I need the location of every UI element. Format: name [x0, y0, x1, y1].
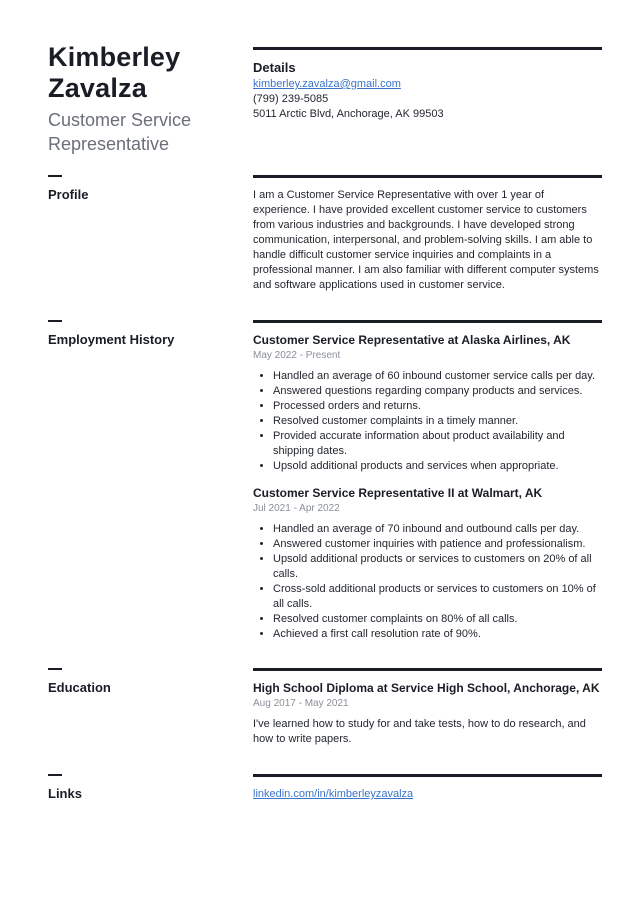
employment-title: Employment History [48, 332, 175, 347]
job-title: Customer Service Representative at Alaska Airlines, AK [253, 333, 571, 347]
job-bullet: • Upsold additional products and services when appropriate. [273, 459, 602, 474]
address: 5011 Arctic Blvd, Anchorage, AK 99503 [253, 108, 444, 120]
job-entry [253, 333, 602, 474]
role-line-2: Representative [48, 134, 170, 154]
job-bullet: • Processed orders and returns. [273, 399, 602, 414]
profile-heading [48, 175, 238, 203]
job-bullet: • Resolved customer complaints on 80% of all calls. [273, 612, 602, 627]
section-dash [48, 320, 62, 322]
section-dash [48, 774, 62, 776]
job-dates: Jul 2021 - Apr 2022 [253, 503, 340, 514]
job-bullets [253, 522, 602, 642]
education-dates: Aug 2017 - May 2021 [253, 698, 349, 709]
header-section [48, 42, 602, 162]
job-bullet: • Provided accurate information about product availability and shipping dates. [273, 429, 602, 459]
section-dash [48, 175, 62, 177]
section-rule [253, 774, 602, 777]
education-body [253, 668, 602, 747]
education-text: I've learned how to study for and take tests, how to do research, and how to write papers. [253, 718, 586, 745]
job-bullet: • Answered questions regarding company products and services. [273, 384, 602, 399]
profile-body [253, 175, 602, 293]
job-title: Customer Service Representative II at Walmart, AK [253, 486, 543, 500]
profile-title: Profile [48, 187, 89, 202]
phone: (799) 239-5085 [253, 93, 329, 105]
job-role [48, 108, 238, 156]
profile-text: I am a Customer Service Representative with over 1 year of experience. I have provided excellent customer service to customers from various industries and backgrounds. I have developed strong communication, interpersonal, and problem-solving skills. I am able to handle difficult customer service inquiries and complaints in a professional manner. I am also familiar with different computer systems and software applications used in customer service. [253, 189, 599, 291]
links-body [253, 774, 602, 802]
degree-title: High School Diploma at Service High School, Anchorage, AK [253, 681, 600, 695]
education-title: Education [48, 680, 111, 695]
job-bullet: • Achieved a first call resolution rate of 90%. [273, 627, 602, 642]
section-rule [253, 175, 602, 178]
section-rule [253, 668, 602, 671]
job-entry [253, 486, 602, 642]
employment-heading [48, 320, 238, 348]
job-bullet: • Resolved customer complaints in a timely manner. [273, 414, 602, 429]
links-heading [48, 774, 238, 802]
details-title: Details [253, 60, 296, 75]
links-section [48, 774, 602, 814]
name-block [48, 42, 238, 156]
section-rule [253, 47, 602, 50]
linkedin-link[interactable]: linkedin.com/in/kimberleyzavalza [253, 788, 414, 800]
links-title: Links [48, 786, 82, 801]
employment-body [253, 320, 602, 654]
employment-section [48, 320, 602, 650]
last-name: Zavalza [48, 73, 147, 103]
education-heading [48, 668, 238, 696]
education-section [48, 668, 602, 758]
job-bullet: • Handled an average of 60 inbound customer service calls per day. [273, 369, 602, 384]
job-bullets [253, 369, 602, 474]
job-bullet: • Handled an average of 70 inbound and outbound calls per day. [273, 522, 602, 537]
profile-section [48, 175, 602, 300]
section-rule [253, 320, 602, 323]
section-dash [48, 668, 62, 670]
job-bullet: • Cross-sold additional products or services to customers on 10% of all calls. [273, 582, 602, 612]
details-block [253, 47, 602, 122]
job-bullet: • Upsold additional products or services to customers on 20% of all calls. [273, 552, 602, 582]
role-line-1: Customer Service [48, 110, 192, 130]
first-name: Kimberley [48, 42, 181, 72]
job-dates: May 2022 - Present [253, 350, 341, 361]
email-link[interactable]: kimberley.zavalza@gmail.com [253, 78, 401, 90]
job-bullet: • Answered customer inquiries with patience and professionalism. [273, 537, 602, 552]
